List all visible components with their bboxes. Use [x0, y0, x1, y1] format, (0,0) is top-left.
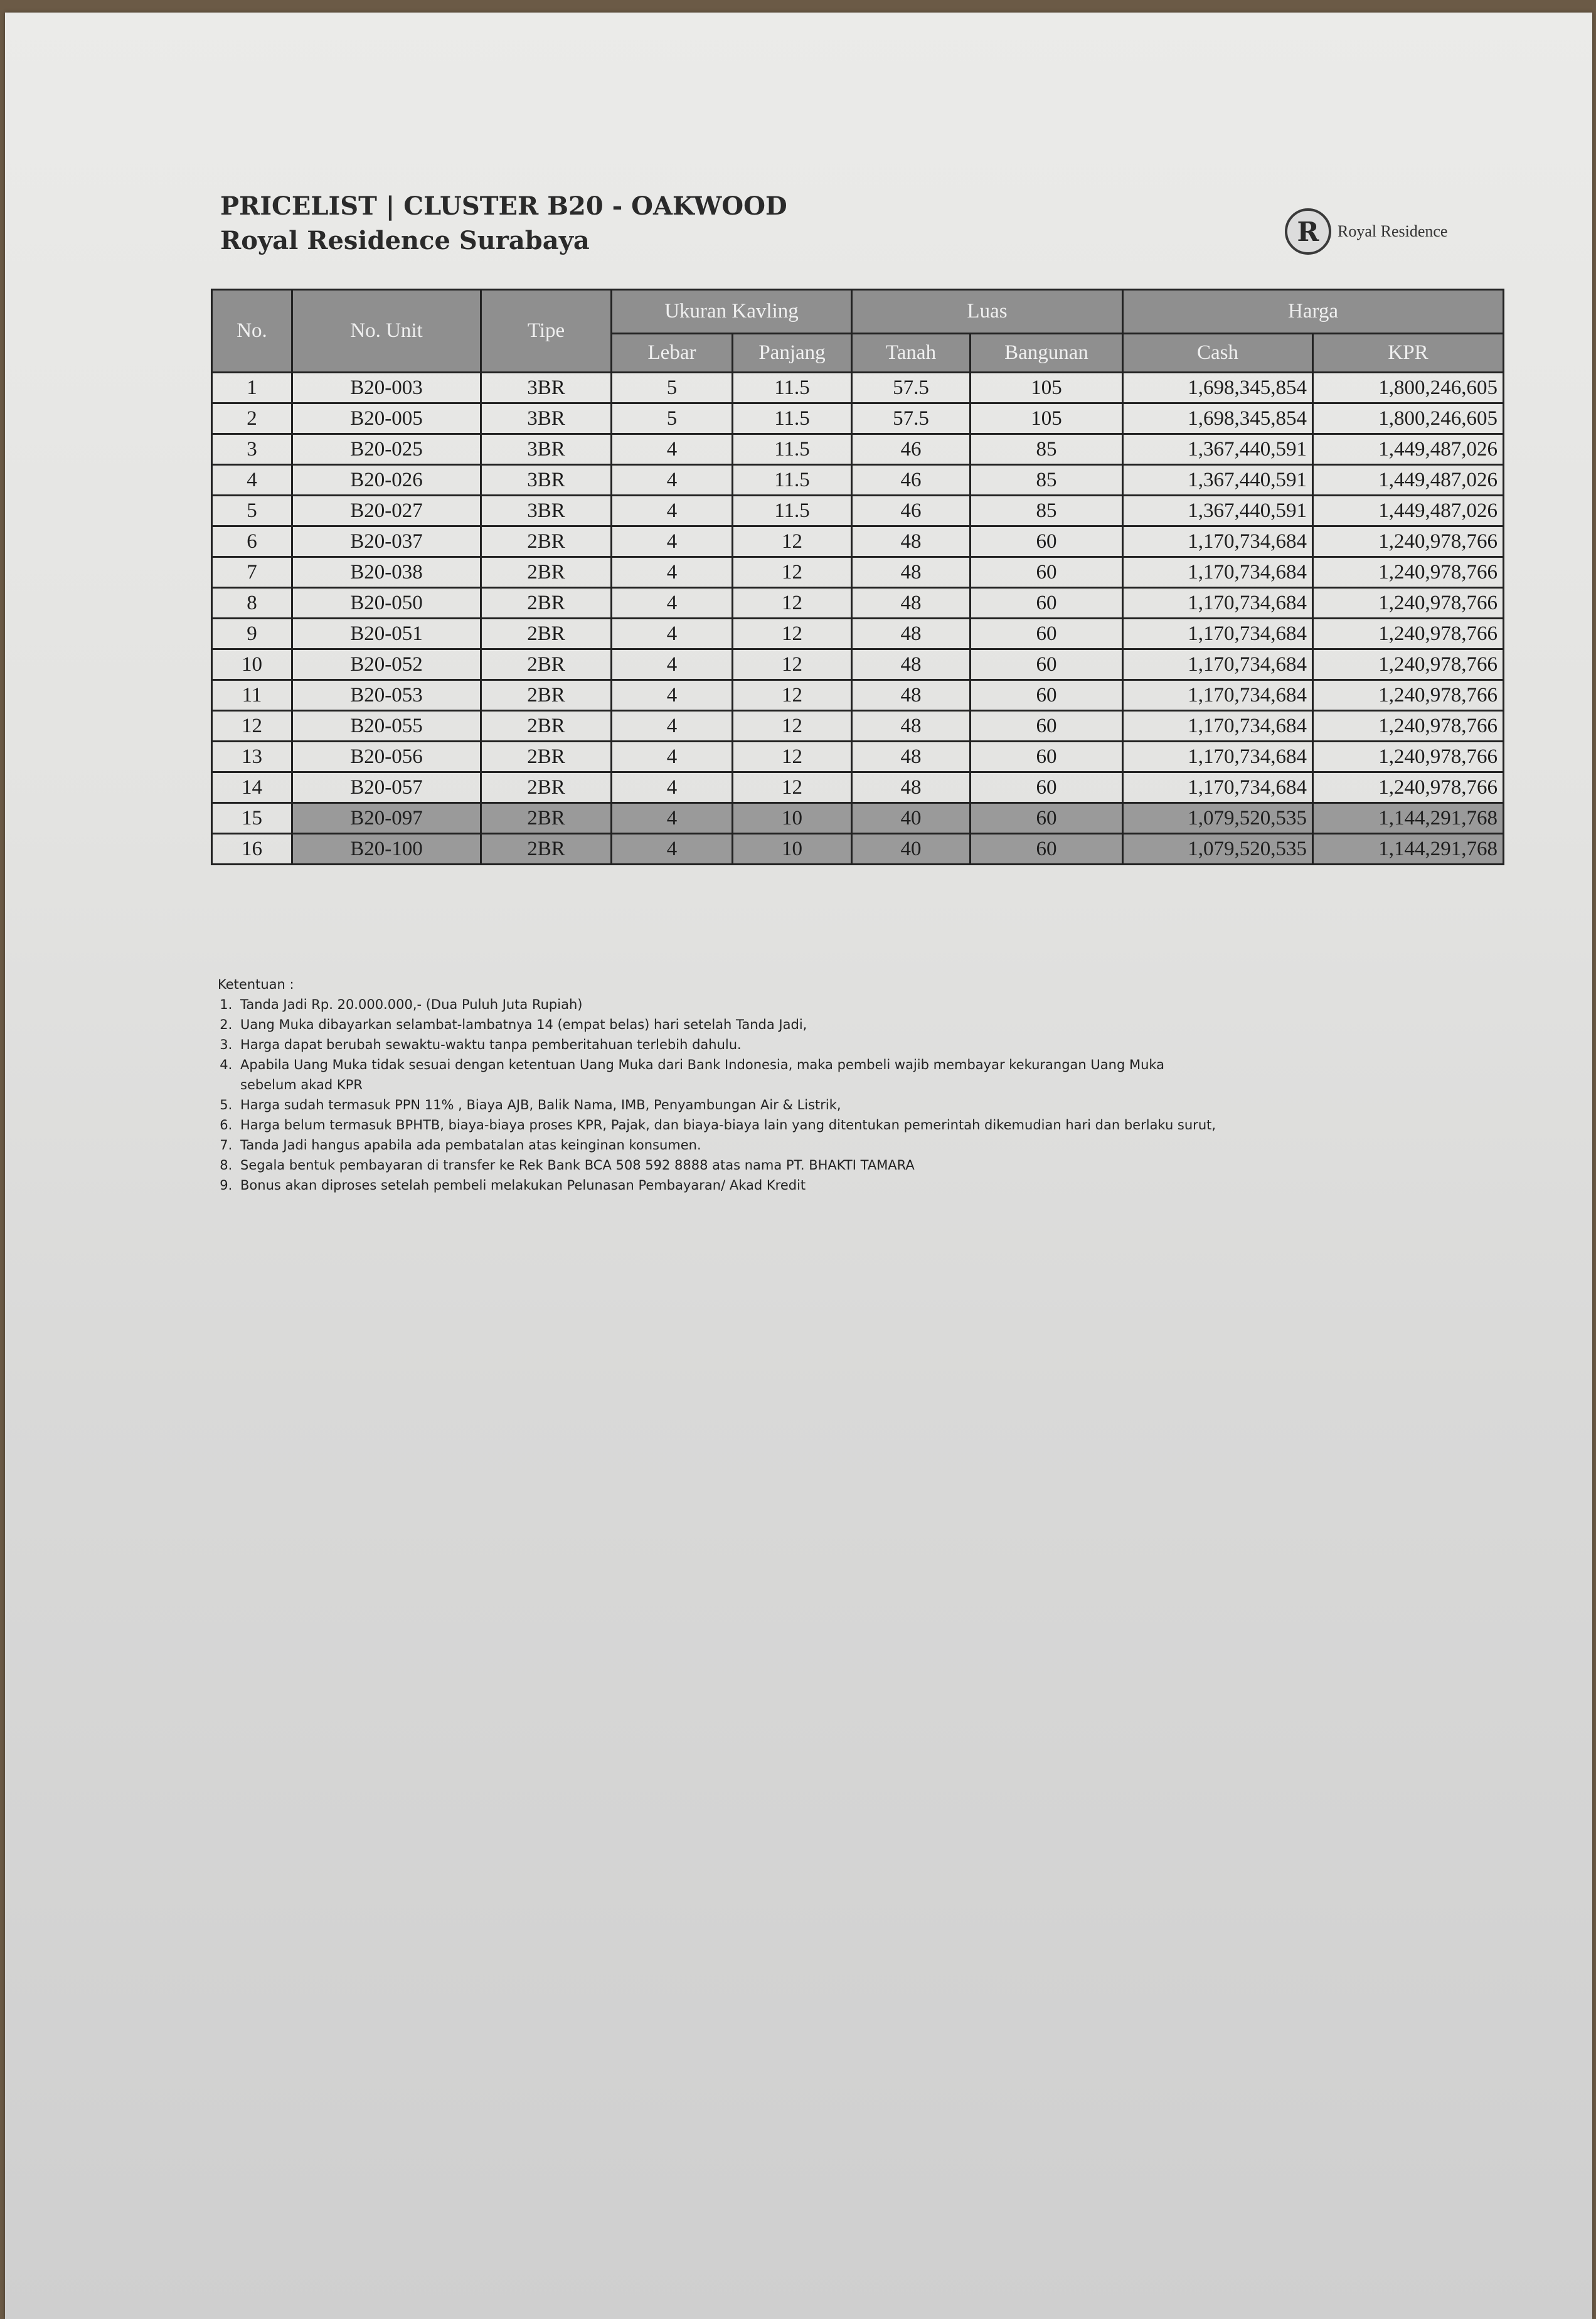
cell-bangunan: 60: [971, 619, 1123, 649]
cell-cash: 1,079,520,535: [1123, 803, 1313, 834]
table-row: [212, 772, 1504, 803]
cell-lebar: 4: [612, 619, 733, 649]
cell-kpr: 1,240,978,766: [1313, 588, 1504, 619]
cell-no: 11: [212, 680, 292, 711]
header-cash: Cash: [1123, 334, 1313, 373]
brand-logo: [1285, 208, 1447, 255]
cell-tanah: 48: [852, 649, 971, 680]
cell-cash: 1,170,734,684: [1123, 649, 1313, 680]
cell-unit: B20-038: [292, 557, 481, 588]
cell-unit: B20-097: [292, 803, 481, 834]
cell-panjang: 12: [733, 557, 852, 588]
cell-panjang: 12: [733, 649, 852, 680]
cell-kpr: 1,800,246,605: [1313, 403, 1504, 434]
cell-bangunan: 60: [971, 649, 1123, 680]
header-tipe: Tipe: [481, 290, 612, 373]
cell-tipe: 2BR: [481, 834, 612, 865]
cell-no: 8: [212, 588, 292, 619]
table-row: [212, 834, 1504, 865]
cell-kpr: 1,240,978,766: [1313, 649, 1504, 680]
cell-cash: 1,170,734,684: [1123, 680, 1313, 711]
header-bangunan: Bangunan: [971, 334, 1123, 373]
cell-tipe: 3BR: [481, 373, 612, 403]
cell-tipe: 2BR: [481, 619, 612, 649]
cell-kpr: 1,240,978,766: [1313, 680, 1504, 711]
cell-lebar: 4: [612, 588, 733, 619]
header-no: No.: [212, 290, 292, 373]
cell-panjang: 11.5: [733, 373, 852, 403]
cell-panjang: 12: [733, 742, 852, 772]
cell-tipe: 3BR: [481, 465, 612, 496]
cell-cash: 1,698,345,854: [1123, 403, 1313, 434]
cell-bangunan: 85: [971, 434, 1123, 465]
header-kavling: Ukuran Kavling: [612, 290, 852, 334]
cell-unit: B20-025: [292, 434, 481, 465]
cell-kpr: 1,144,291,768: [1313, 834, 1504, 865]
price-table: [211, 289, 1504, 865]
cell-cash: 1,698,345,854: [1123, 373, 1313, 403]
cell-tanah: 48: [852, 772, 971, 803]
cell-kpr: 1,449,487,026: [1313, 434, 1504, 465]
page-subtitle: Royal Residence Surabaya: [220, 226, 590, 255]
cell-unit: B20-003: [292, 373, 481, 403]
cell-bangunan: 60: [971, 588, 1123, 619]
cell-unit: B20-051: [292, 619, 481, 649]
cell-no: 4: [212, 465, 292, 496]
logo-text: Royal Residence: [1338, 222, 1448, 240]
cell-panjang: 10: [733, 834, 852, 865]
cell-panjang: 11.5: [733, 403, 852, 434]
cell-lebar: 4: [612, 680, 733, 711]
terms-item: 5. Harga sudah termasuk PPN 11% , Biaya AJB, Balik Nama, IMB, Penyambungan Air & Listrik,: [237, 1095, 1221, 1115]
cell-no: 3: [212, 434, 292, 465]
cell-bangunan: 60: [971, 557, 1123, 588]
table-row: [212, 803, 1504, 834]
cell-lebar: 4: [612, 557, 733, 588]
cell-panjang: 11.5: [733, 434, 852, 465]
cell-cash: 1,367,440,591: [1123, 496, 1313, 526]
terms-section: [218, 974, 1221, 1195]
table-row: [212, 496, 1504, 526]
cell-kpr: 1,240,978,766: [1313, 772, 1504, 803]
cell-cash: 1,170,734,684: [1123, 588, 1313, 619]
cell-kpr: 1,240,978,766: [1313, 742, 1504, 772]
cell-tanah: 48: [852, 588, 971, 619]
cell-unit: B20-026: [292, 465, 481, 496]
terms-item: 6. Harga belum termasuk BPHTB, biaya-biaya proses KPR, Pajak, dan biaya-biaya lain yang ditentukan pemerintah dikemudian hari dan berlaku surut,: [237, 1115, 1221, 1135]
cell-cash: 1,170,734,684: [1123, 557, 1313, 588]
cell-unit: B20-056: [292, 742, 481, 772]
table-row: [212, 619, 1504, 649]
terms-heading: Ketentuan :: [218, 977, 294, 992]
cell-bangunan: 60: [971, 803, 1123, 834]
cell-bangunan: 60: [971, 742, 1123, 772]
table-row: [212, 557, 1504, 588]
cell-cash: 1,170,734,684: [1123, 772, 1313, 803]
cell-bangunan: 85: [971, 465, 1123, 496]
cell-kpr: 1,240,978,766: [1313, 557, 1504, 588]
cell-tipe: 2BR: [481, 557, 612, 588]
header-luas: Luas: [852, 290, 1123, 334]
cell-kpr: 1,449,487,026: [1313, 496, 1504, 526]
cell-unit: B20-053: [292, 680, 481, 711]
table-row: [212, 526, 1504, 557]
cell-lebar: 4: [612, 434, 733, 465]
cell-cash: 1,079,520,535: [1123, 834, 1313, 865]
cell-bangunan: 105: [971, 403, 1123, 434]
cell-bangunan: 60: [971, 772, 1123, 803]
cell-kpr: 1,240,978,766: [1313, 526, 1504, 557]
cell-no: 10: [212, 649, 292, 680]
cell-tipe: 2BR: [481, 649, 612, 680]
cell-tipe: 3BR: [481, 434, 612, 465]
cell-tipe: 2BR: [481, 680, 612, 711]
cell-cash: 1,170,734,684: [1123, 711, 1313, 742]
terms-item: 9. Bonus akan diproses setelah pembeli melakukan Pelunasan Pembayaran/ Akad Kredit: [237, 1175, 1221, 1195]
cell-tipe: 2BR: [481, 742, 612, 772]
terms-item: 7. Tanda Jadi hangus apabila ada pembatalan atas keinginan konsumen.: [237, 1135, 1221, 1155]
cell-kpr: 1,144,291,768: [1313, 803, 1504, 834]
table-row: [212, 680, 1504, 711]
cell-panjang: 10: [733, 803, 852, 834]
header-harga: Harga: [1123, 290, 1504, 334]
table-row: [212, 434, 1504, 465]
cell-unit: B20-052: [292, 649, 481, 680]
cell-tanah: 48: [852, 526, 971, 557]
cell-unit: B20-005: [292, 403, 481, 434]
cell-tanah: 48: [852, 557, 971, 588]
cell-tipe: 2BR: [481, 711, 612, 742]
cell-cash: 1,170,734,684: [1123, 619, 1313, 649]
cell-no: 14: [212, 772, 292, 803]
terms-item: 2. Uang Muka dibayarkan selambat-lambatnya 14 (empat belas) hari setelah Tanda Jadi,: [237, 1015, 1221, 1035]
cell-tanah: 57.5: [852, 373, 971, 403]
cell-lebar: 4: [612, 465, 733, 496]
table-row: [212, 465, 1504, 496]
cell-tipe: 3BR: [481, 403, 612, 434]
cell-lebar: 5: [612, 403, 733, 434]
cell-bangunan: 60: [971, 680, 1123, 711]
table-row: [212, 649, 1504, 680]
cell-bangunan: 60: [971, 711, 1123, 742]
cell-lebar: 5: [612, 373, 733, 403]
cell-panjang: 12: [733, 711, 852, 742]
table-row: [212, 403, 1504, 434]
cell-tipe: 2BR: [481, 803, 612, 834]
cell-lebar: 4: [612, 742, 733, 772]
cell-lebar: 4: [612, 834, 733, 865]
cell-tanah: 48: [852, 711, 971, 742]
cell-panjang: 12: [733, 526, 852, 557]
header-lebar: Lebar: [612, 334, 733, 373]
table-row: [212, 711, 1504, 742]
table-row: [212, 742, 1504, 772]
cell-tanah: 46: [852, 434, 971, 465]
terms-item: 8. Segala bentuk pembayaran di transfer ke Rek Bank BCA 508 592 8888 atas nama PT. BHAKTI TAMARA: [237, 1155, 1221, 1175]
cell-no: 13: [212, 742, 292, 772]
table-row: [212, 373, 1504, 403]
cell-no: 12: [212, 711, 292, 742]
cell-tanah: 40: [852, 803, 971, 834]
header-unit: No. Unit: [292, 290, 481, 373]
cell-lebar: 4: [612, 496, 733, 526]
cell-no: 16: [212, 834, 292, 865]
cell-panjang: 11.5: [733, 496, 852, 526]
table-row: [212, 588, 1504, 619]
cell-no: 6: [212, 526, 292, 557]
cell-panjang: 11.5: [733, 465, 852, 496]
terms-item: 4. Apabila Uang Muka tidak sesuai dengan ketentuan Uang Muka dari Bank Indonesia, maka pembeli wajib membayar kekurangan Uang Muka sebelum akad KPR: [237, 1055, 1221, 1095]
cell-tanah: 48: [852, 742, 971, 772]
cell-lebar: 4: [612, 649, 733, 680]
cell-unit: B20-027: [292, 496, 481, 526]
cell-lebar: 4: [612, 803, 733, 834]
page-title: PRICELIST | CLUSTER B20 - OAKWOOD: [220, 191, 787, 221]
cell-tipe: 3BR: [481, 496, 612, 526]
cell-no: 2: [212, 403, 292, 434]
cell-panjang: 12: [733, 772, 852, 803]
cell-unit: B20-057: [292, 772, 481, 803]
header-panjang: Panjang: [733, 334, 852, 373]
cell-tanah: 48: [852, 680, 971, 711]
cell-no: 7: [212, 557, 292, 588]
cell-kpr: 1,449,487,026: [1313, 465, 1504, 496]
cell-no: 1: [212, 373, 292, 403]
cell-panjang: 12: [733, 588, 852, 619]
cell-cash: 1,367,440,591: [1123, 434, 1313, 465]
cell-bangunan: 60: [971, 526, 1123, 557]
header-tanah: Tanah: [852, 334, 971, 373]
terms-item: 1. Tanda Jadi Rp. 20.000.000,- (Dua Puluh Juta Rupiah): [237, 994, 1221, 1015]
cell-no: 5: [212, 496, 292, 526]
cell-tanah: 46: [852, 465, 971, 496]
cell-kpr: 1,240,978,766: [1313, 711, 1504, 742]
cell-tanah: 57.5: [852, 403, 971, 434]
cell-cash: 1,170,734,684: [1123, 526, 1313, 557]
cell-kpr: 1,800,246,605: [1313, 373, 1504, 403]
cell-tipe: 2BR: [481, 772, 612, 803]
cell-no: 15: [212, 803, 292, 834]
cell-bangunan: 60: [971, 834, 1123, 865]
cell-lebar: 4: [612, 772, 733, 803]
cell-tanah: 40: [852, 834, 971, 865]
cell-unit: B20-037: [292, 526, 481, 557]
cell-tanah: 48: [852, 619, 971, 649]
cell-lebar: 4: [612, 711, 733, 742]
cell-kpr: 1,240,978,766: [1313, 619, 1504, 649]
cell-bangunan: 105: [971, 373, 1123, 403]
cell-unit: B20-100: [292, 834, 481, 865]
header-kpr: KPR: [1313, 334, 1504, 373]
cell-cash: 1,367,440,591: [1123, 465, 1313, 496]
terms-list: [218, 994, 1221, 1195]
terms-item: 3. Harga dapat berubah sewaktu-waktu tanpa pemberitahuan terlebih dahulu.: [237, 1035, 1221, 1055]
cell-tanah: 46: [852, 496, 971, 526]
cell-tipe: 2BR: [481, 588, 612, 619]
shield-icon: R: [1285, 208, 1331, 255]
cell-panjang: 12: [733, 619, 852, 649]
cell-unit: B20-055: [292, 711, 481, 742]
cell-panjang: 12: [733, 680, 852, 711]
cell-unit: B20-050: [292, 588, 481, 619]
cell-tipe: 2BR: [481, 526, 612, 557]
cell-bangunan: 85: [971, 496, 1123, 526]
cell-no: 9: [212, 619, 292, 649]
cell-cash: 1,170,734,684: [1123, 742, 1313, 772]
cell-lebar: 4: [612, 526, 733, 557]
